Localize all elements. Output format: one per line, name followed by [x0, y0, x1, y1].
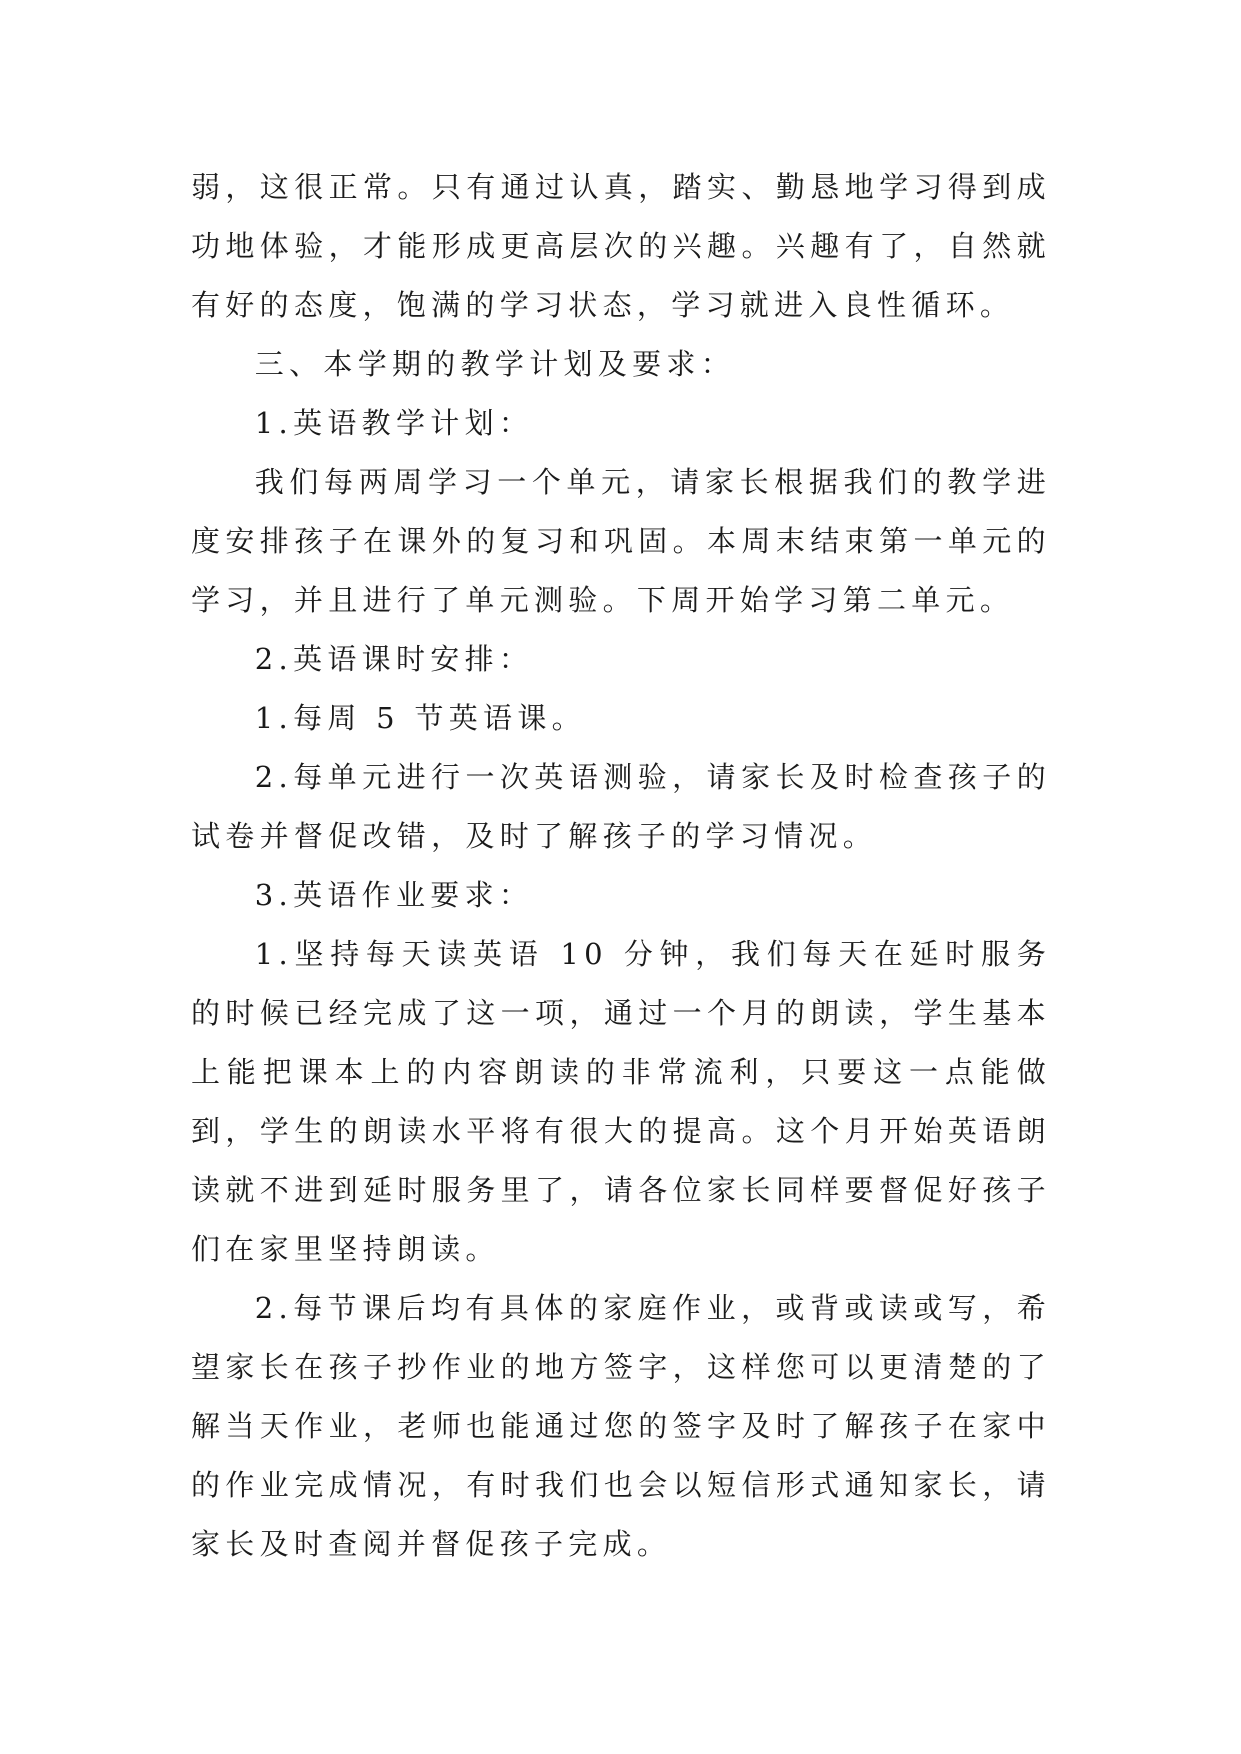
- subheading-english-teaching-plan: 1.英语教学计划：: [254, 406, 534, 440]
- subheading-homework-requirements: 3.英语作业要求：: [254, 878, 534, 912]
- list-item-daily-reading: 1.坚持每天读英语 10 分钟，我们每天在延时服务的时候已经完成了这一项，通过一个月的朗读，学生基本上能把课本上的内容朗读的非常流利，只要这一点能做到，学生的朗读水平将有很大的提高。这个月开始英语朗读就不进到延时服务里了，请各位家长同样要督促好孩子们在家里坚持朗读。: [191, 937, 1051, 1266]
- document-page: [191, 158, 1051, 1574]
- paragraph-continuation: 弱，这很正常。只有通过认真，踏实、勤恳地学习得到成功地体验，才能形成更高层次的兴趣。兴趣有了，自然就有好的态度，饱满的学习状态，学习就进入良性循环。: [191, 170, 1051, 322]
- list-item-homework-signature: 2.每节课后均有具体的家庭作业，或背或读或写，希望家长在孩子抄作业的地方签字，这样您可以更清楚的了解当天作业，老师也能通过您的签字及时了解孩子在家中的作业完成情况，有时我们也会以短信形式通知家长，请家长及时查阅并督促孩子完成。: [191, 1291, 1051, 1561]
- section-heading-teaching-plan: 三、本学期的教学计划及要求：: [254, 347, 735, 381]
- subheading-class-hours: 2.英语课时安排：: [254, 642, 534, 676]
- list-item-weekly-classes: 1.每周 5 节英语课。: [254, 701, 586, 735]
- paragraph-unit-schedule: 我们每两周学习一个单元，请家长根据我们的教学进度安排孩子在课外的复习和巩固。本周末结束第一单元的学习，并且进行了单元测验。下周开始学习第二单元。: [191, 465, 1051, 617]
- list-item-unit-tests: 2.每单元进行一次英语测验，请家长及时检查孩子的试卷并督促改错，及时了解孩子的学习情况。: [191, 760, 1051, 853]
